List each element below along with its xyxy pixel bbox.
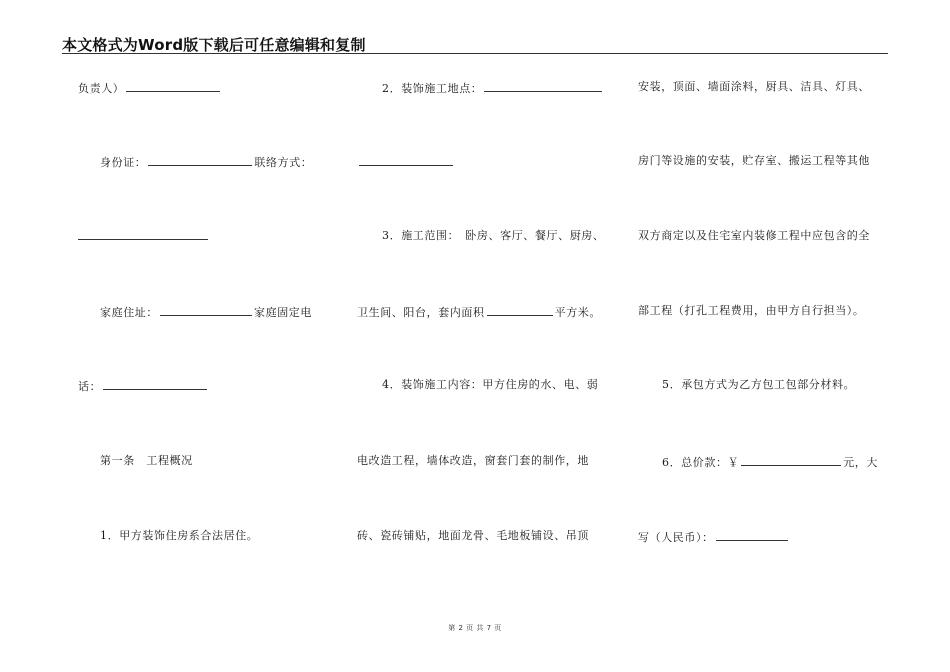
home-address-blank [160,304,252,316]
col2-line-5: 4．装饰施工内容：甲方住房的水、电、弱 [382,378,599,391]
col3-line-5: 5．承包方式为乙方包工包部分材料。 [662,378,856,391]
col3-line-7 [638,529,790,545]
site-location-blank-cont [359,154,453,166]
col3-line-4: 部工程（打孔工程费用，由甲方自行担当）。 [638,304,865,317]
capital-label: 元，大 [843,456,879,469]
total-price-label: 6．总价款：￥ [662,456,740,469]
id-card-label: 身份证： [100,156,147,169]
col3-line-1: 安装，顶面、墙面涂料，厨具、洁具、灯具、 [638,80,870,93]
id-card-blank [148,154,252,166]
col1-line-3 [76,228,210,244]
col3-line-2: 房门等设施的安装，贮存室、搬运工程等其他 [638,154,870,167]
col2-line-3: 3．施工范围： 卧房、客厅、餐厅、厨房、 [382,229,605,242]
site-location-label: 2．装饰施工地点： [382,82,483,95]
area-unit: 平方米。 [554,306,602,319]
col2-line-7: 砖、瓷砖铺贴，地面龙骨、毛地板铺设、吊顶 [357,529,589,542]
contact-blank [78,228,208,240]
site-location-blank [484,80,602,92]
home-phone-label: 家庭固定电 [254,306,312,319]
header-divider [62,53,888,54]
page-footer: 第 2 页 共 7 页 [448,624,502,632]
document-header-title: 本文格式为Word版下载后可任意编辑和复制 [62,36,366,54]
responsible-blank [126,80,220,92]
col1-line-4 [100,304,312,320]
article-1-heading: 第一条 工程概况 [100,454,193,467]
home-phone-blank [103,378,207,390]
responsible-label: 负责人） [78,82,125,95]
col3-line-6 [662,454,878,470]
area-blank [487,304,553,316]
col2-line-2 [357,154,455,170]
rmb-label: 写（人民币）： [638,531,714,544]
rmb-blank [716,529,788,541]
col1-line-7: 1．甲方装饰住房系合法居住。 [100,529,259,542]
area-label: 卫生间、阳台，套内面积 [357,306,485,319]
phone-label-cont: 话： [78,380,102,393]
col1-line-1 [78,80,222,96]
col2-line-6: 电改造工程，墙体改造，窗套门套的制作，地 [357,454,589,467]
col3-line-3: 双方商定以及住宅室内装修工程中应包含的全 [638,229,870,242]
col2-line-1 [382,80,604,96]
total-price-blank [741,454,841,466]
contact-label: 联络方式： [254,156,313,169]
home-address-label: 家庭住址： [100,306,158,319]
col2-line-4 [357,304,601,320]
col1-line-2 [100,154,312,170]
col1-line-5 [78,378,209,394]
